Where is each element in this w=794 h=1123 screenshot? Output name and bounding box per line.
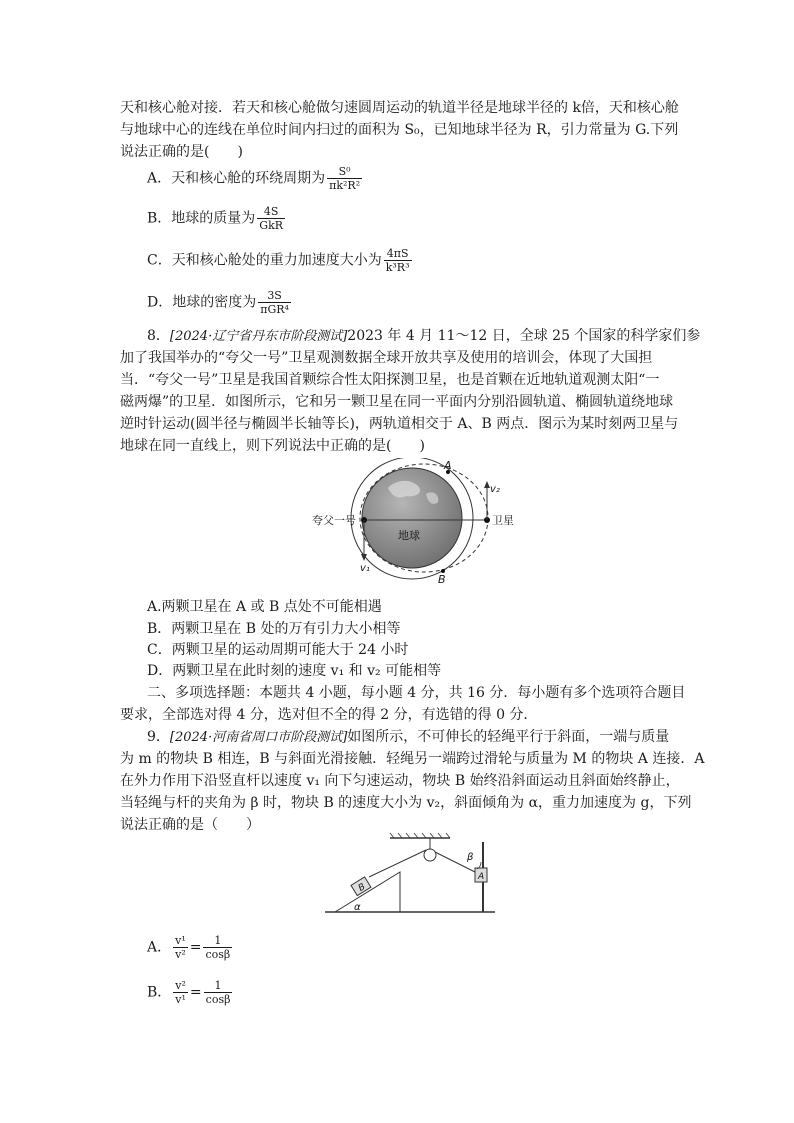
label-earth: 地球 bbox=[398, 529, 420, 542]
q9-pulley-figure bbox=[320, 832, 500, 918]
incline bbox=[335, 872, 400, 912]
q7-option-a-fraction: $\frac{\text{S⁰}}{\text{πk²R²}}$ bbox=[329, 165, 361, 192]
label-kuafu: 夸父一号 bbox=[312, 514, 356, 527]
q9-stem-line-3: 在外力作用下沿竖直杆以速度 v₁ 向下匀速运动，物块 B 始终沿斜面运动且斜面始终静止， bbox=[120, 773, 680, 789]
q7-option-a: A．天和核心舱的环绕周期为 $\frac{\text{S⁰}}{\text{πk²R²}}$ bbox=[147, 165, 361, 192]
q9-option-a: A． $\frac{\text{v¹}}{\text{v²}}$ = $\frac{1}{\cos\beta}$ bbox=[147, 934, 231, 961]
q8-orbit-figure bbox=[300, 458, 540, 588]
section-2-heading-line-2: 要求，全部选对得 4 分，选对但不全的得 2 分，有选错的得 0 分． bbox=[120, 707, 538, 723]
label-beta: β bbox=[467, 852, 474, 863]
block-b-group bbox=[351, 877, 371, 896]
label-satellite: 卫星 bbox=[492, 514, 514, 527]
q7-option-d-fraction: $\frac{3S}{\text{πGR⁴}}$ bbox=[260, 289, 289, 316]
q9-number: 9． bbox=[147, 729, 170, 745]
q9-stem-line-4: 当轻绳与杆的夹角为 β 时，物块 B 的速度大小为 v₂，斜面倾角为 α，重力加速度为 g，下列 bbox=[120, 795, 692, 811]
section-2-heading: 二、多项选择题：本题共 4 小题，每小题 4 分，共 16 分．每小题有多个选项符合题目 bbox=[147, 685, 686, 701]
label-v1: v₁ bbox=[360, 563, 370, 574]
q7-option-d: D．地球的密度为 $\frac{3S}{\text{πGR⁴}}$ bbox=[147, 289, 289, 316]
label-block-a: A bbox=[478, 872, 485, 882]
q9-stem-line-2: 为 m 的物块 B 相连，B 与斜面光滑接触．轻绳另一端跨过滑轮与质量为 M 的物块 A 连接．A bbox=[120, 751, 705, 767]
q8-option-c: C．两颗卫星的运动周期可能大于 24 小时 bbox=[147, 642, 409, 658]
q8-source: [2024·辽宁省丹东市阶段测试] bbox=[169, 329, 348, 344]
q7-stem-line-3: 说法正确的是( ) bbox=[120, 144, 243, 160]
q7-option-b-fraction: $\frac{4S}{\text{GkR}}$ bbox=[259, 205, 284, 232]
q8-stem-line-4: 磁两爆”的卫星．如图所示，它和另一颗卫星在同一平面内分别沿圆轨道、椭圆轨道绕地球 bbox=[120, 394, 674, 410]
q8-stem-line-3: 当．“夸父一号”卫星是我国首颗综合性太阳探测卫星，也是首颗在近地轨道观测太阳“一 bbox=[120, 372, 660, 388]
q8-stem-line-5: 逆时针运动(圆半径与椭圆半长轴等长)，两轨道相交于 A、B 两点．图示为某时刻两卫星与 bbox=[120, 416, 679, 432]
q8-stem-line-6: 地球在同一直线上，则下列说法中正确的是( ) bbox=[120, 438, 425, 454]
q8-stem-line-2: 加了我国举办的“夸父一号”卫星观测数据全球开放共享及使用的培训会，体现了大国担 bbox=[120, 350, 653, 366]
q7-stem-line-2: 与地球中心的连线在单位时间内扫过的面积为 S₀，已知地球半径为 R，引力常量为 G.下列 bbox=[120, 122, 679, 138]
pulley bbox=[424, 849, 436, 861]
ceiling-hatch bbox=[390, 833, 450, 838]
q7-option-b: B．地球的质量为 $\frac{4S}{\text{GkR}}$ bbox=[147, 205, 284, 232]
q8-number: 8． bbox=[147, 328, 170, 344]
q8-option-a: A.两颗卫星在 A 或 B 点处不可能相遇 bbox=[147, 599, 382, 615]
label-v2: v₂ bbox=[490, 484, 500, 495]
q9-stem-line-1: 9．[2024·河南省周口市阶段测试]如图所示，不可伸长的轻绳平行于斜面，一端与质量 bbox=[147, 729, 670, 745]
q7-option-c-fraction: $\frac{4\pi S}{\text{k³R³}}$ bbox=[385, 247, 410, 274]
q7-stem-line-1: 天和核心舱对接．若天和核心舱做匀速圆周运动的轨道半径是地球半径的 k倍，天和核心舱 bbox=[120, 100, 679, 116]
q9-stem-line-5: 说法正确的是（ ） bbox=[120, 817, 260, 833]
label-block-b: B bbox=[356, 882, 368, 894]
label-alpha: α bbox=[354, 902, 361, 913]
q7-option-c: C．天和核心舱处的重力加速度大小为 $\frac{4\pi S}{\text{k³R³}}$ bbox=[147, 247, 410, 274]
label-a: A bbox=[444, 459, 452, 472]
rope-to-b bbox=[369, 850, 426, 877]
label-b: B bbox=[438, 573, 446, 586]
q9-source: [2024·河南省周口市阶段测试] bbox=[169, 730, 348, 745]
q9-option-b: B． $\frac{\text{v²}}{\text{v¹}}$ = $\frac{1}{\cos\beta}$ bbox=[147, 979, 231, 1006]
q8-option-d: D．两颗卫星在此时刻的速度 v₁ 和 v₂ 可能相等 bbox=[147, 663, 442, 679]
q8-option-b: B．两颗卫星在 B 处的万有引力大小相等 bbox=[147, 621, 401, 637]
q8-stem-line-1: 8．[2024·辽宁省丹东市阶段测试]2023 年 4 月 11～12 日，全球 25 个国家的科学家们参 bbox=[147, 328, 701, 344]
